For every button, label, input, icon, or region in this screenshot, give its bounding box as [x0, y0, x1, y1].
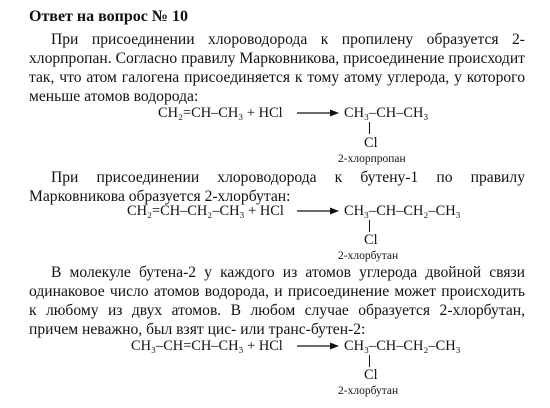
- reaction1-product: CH₃–CH–CH₃: [344, 105, 429, 121]
- reaction1-arrow-icon: [297, 108, 339, 118]
- reaction2-bond: [369, 220, 370, 232]
- reaction2-product-name: 2-хлорбутан: [338, 250, 399, 262]
- reaction1-reactants: CH₂=CH–CH₃ + HCl: [158, 105, 283, 121]
- paragraph-1: При присоединении хлороводорода к пропилену образуется 2-хлорпропан. Согласно правилу Марковникова, присоединение происходит так, что атом галогена присоединяется к тому атому углерода, у которого меньше атомов водорода:: [29, 31, 525, 105]
- reaction2-chlorine: Cl: [364, 232, 378, 248]
- paragraph-3: В молекуле бутена-2 у каждого из атомов углерода двойной связи одинаковое число атомов водорода, и присоединение может происходить к любому из двух атомов. В любом случае образуется 2-хлорбутан, причем неважно, был взят цис- или транс-бутен-2:: [29, 264, 525, 338]
- reaction3-product-name: 2-хлорбутан: [338, 385, 399, 397]
- reaction2-product: CH₃–CH–CH₂–CH₃: [344, 203, 461, 219]
- reaction1-bond: [369, 122, 370, 134]
- reaction3-product: CH₃–CH–CH₂–CH₃: [344, 338, 461, 354]
- reaction3-chlorine: Cl: [364, 367, 378, 383]
- reaction3-bond: [369, 355, 370, 367]
- reaction2-arrow-icon: [297, 206, 339, 216]
- reaction1-chlorine: Cl: [364, 135, 378, 151]
- reaction1-product-name: 2-хлорпропан: [338, 153, 406, 165]
- paragraph-2: При присоединении хлороводорода к бутену-1 по правилу Марковникова образуется 2-хлорбутан:: [29, 169, 525, 205]
- answer-heading: Ответ на вопрос № 10: [29, 8, 188, 25]
- reaction3-reactants: CH₃–CH=CH–CH₃ + HCl: [131, 338, 283, 354]
- reaction2-reactants: CH₂=CH–CH₂–CH₃ + HCl: [127, 203, 284, 219]
- reaction3-arrow-icon: [297, 341, 339, 351]
